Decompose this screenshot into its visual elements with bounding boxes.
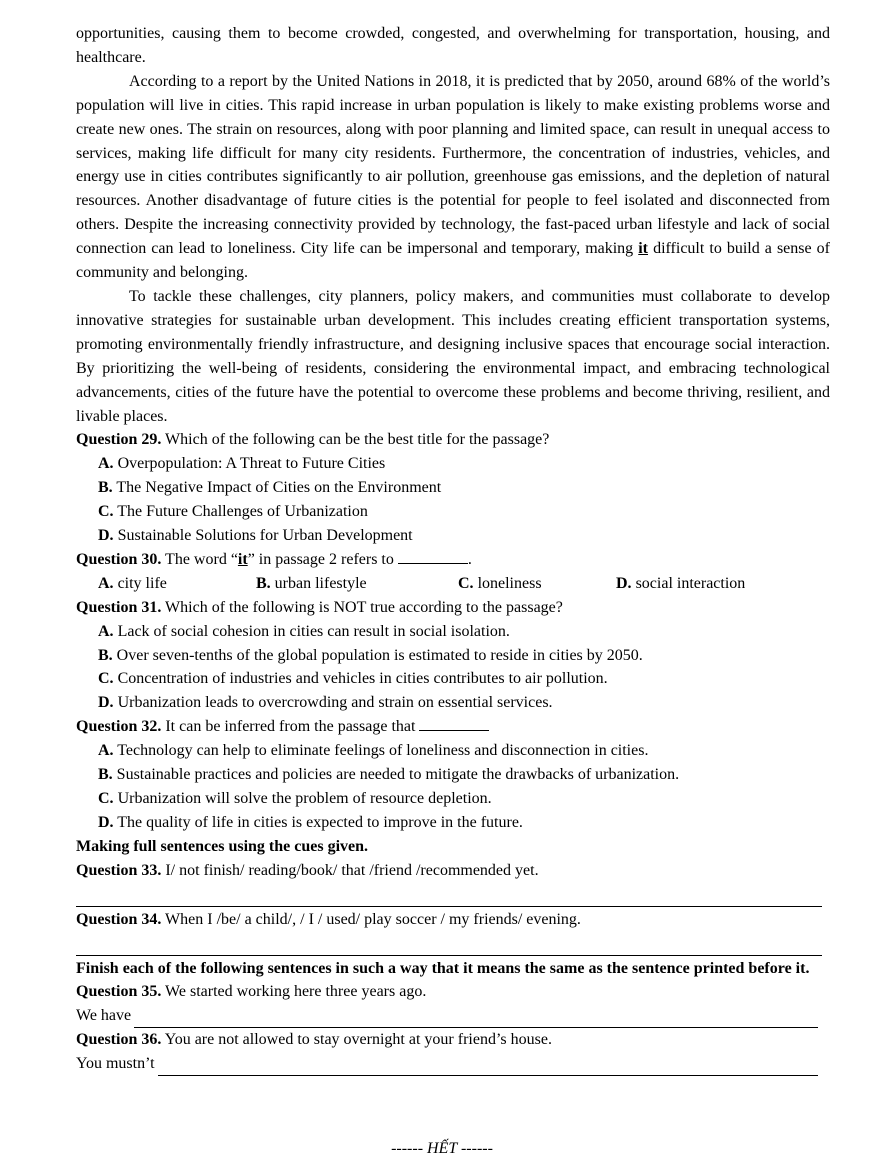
rewrite-row-36 <box>76 1052 830 1076</box>
section-heading-rewrite: Finish each of the following sentences in such a way that it means the same as the sentence printed before it. <box>76 959 810 977</box>
section-heading-sentences: Making full sentences using the cues given. <box>76 837 369 855</box>
answer-line-35[interactable] <box>134 1011 818 1028</box>
passage-paragraph-continuation: opportunities, causing them to become crowded, congested, and overwhelming for transportation, housing, and healthcare. <box>76 25 830 66</box>
option-29-c[interactable] <box>98 500 830 524</box>
option-32-d[interactable] <box>98 811 830 835</box>
option-31-c[interactable] <box>98 667 830 691</box>
option-text: city life <box>113 574 167 592</box>
question-label: Question 33. <box>76 861 162 879</box>
question-label: Question 32. <box>76 718 162 736</box>
referent-word-it: it <box>638 240 649 258</box>
options-row-30 <box>98 572 830 596</box>
question-30 <box>76 548 830 572</box>
option-29-d[interactable] <box>98 524 830 548</box>
option-letter: B. <box>98 646 113 664</box>
question-label: Question 30. <box>76 550 162 568</box>
passage-paragraph-2 <box>76 70 830 285</box>
question-label: Question 31. <box>76 598 162 616</box>
passage-paragraph-3: To tackle these challenges, city planners, policy makers, and communities must collaborate to develop innovative strategies for sustainable urban development. This includes creating efficient transportation systems, promoting environmentally friendly infrastructure, and designing inclusive spaces that encourage social interaction. By prioritizing the well-being of residents, considering the environmental impact, and embracing technological advancements, cities of the future have the potential to overcome these problems and become thriving, resilient, and livable places. <box>76 287 830 425</box>
answer-blank <box>419 716 489 731</box>
option-30-b[interactable] <box>256 572 367 596</box>
option-29-a[interactable] <box>98 452 830 476</box>
option-text: The Negative Impact of Cities on the Environment <box>112 479 442 497</box>
passage-text: difficult to build a sense of community and belonging. <box>76 240 830 282</box>
option-32-c[interactable] <box>98 787 830 811</box>
content <box>76 22 830 1076</box>
option-29-b[interactable] <box>98 476 830 500</box>
question-32 <box>76 715 830 739</box>
question-35 <box>76 980 830 1004</box>
option-text: The Future Challenges of Urbanization <box>113 503 368 521</box>
option-text: Concentration of industries and vehicles in cities contributes to air pollution. <box>113 670 608 688</box>
option-31-b[interactable] <box>98 644 830 668</box>
option-text: Urbanization leads to overcrowding and strain on essential services. <box>113 694 553 712</box>
option-text: The quality of life in cities is expected to improve in the future. <box>113 813 523 831</box>
question-29 <box>76 428 830 452</box>
option-letter: D. <box>98 813 114 831</box>
option-letter: C. <box>98 789 114 807</box>
option-letter: A. <box>98 574 114 592</box>
rewrite-prompt: We have <box>76 1007 132 1025</box>
option-text: loneliness <box>473 574 542 592</box>
option-letter: A. <box>98 622 114 640</box>
option-32-a[interactable] <box>98 739 830 763</box>
question-text: It can be inferred from the passage that <box>161 718 420 736</box>
question-end: . <box>467 550 472 568</box>
option-letter: D. <box>616 574 632 592</box>
question-text: Which of the following is NOT true according to the passage? <box>161 598 563 616</box>
option-letter: A. <box>98 742 114 760</box>
option-letter: C. <box>458 574 474 592</box>
question-text: ” in passage 2 refers to <box>247 550 398 568</box>
option-text: Overpopulation: A Threat to Future Cities <box>113 455 386 473</box>
question-36 <box>76 1028 830 1052</box>
rewrite-prompt: You mustn’t <box>76 1055 155 1073</box>
question-label: Question 35. <box>76 983 162 1001</box>
option-letter: A. <box>98 455 114 473</box>
option-text: Lack of social cohesion in cities can result in social isolation. <box>113 622 510 640</box>
answer-line-36[interactable] <box>158 1059 818 1076</box>
option-letter: B. <box>98 479 113 497</box>
question-text: We started working here three years ago. <box>161 983 427 1001</box>
question-label: Question 36. <box>76 1031 162 1049</box>
option-letter: B. <box>98 766 113 784</box>
question-31 <box>76 596 830 620</box>
answer-line-33[interactable] <box>76 883 822 907</box>
option-32-b[interactable] <box>98 763 830 787</box>
question-word: it <box>237 550 248 568</box>
question-label: Question 34. <box>76 910 162 928</box>
option-letter: B. <box>256 574 271 592</box>
answer-line-34[interactable] <box>76 932 822 956</box>
option-30-a[interactable] <box>98 572 167 596</box>
option-text: Over seven-tenths of the global population is estimated to reside in cities by 2050. <box>112 646 643 664</box>
option-31-d[interactable] <box>98 691 830 715</box>
option-30-c[interactable] <box>458 572 542 596</box>
option-text: Sustainable practices and policies are needed to mitigate the drawbacks of urbanization. <box>112 766 680 784</box>
question-text: When I /be/ a child/, / I / used/ play soccer / my friends/ evening. <box>161 910 581 928</box>
question-text: I/ not finish/ reading/book/ that /friend /recommended yet. <box>161 861 539 879</box>
question-text: Which of the following can be the best title for the passage? <box>161 431 550 449</box>
answer-blank <box>398 549 468 564</box>
option-31-a[interactable] <box>98 620 830 644</box>
question-label: Question 29. <box>76 431 162 449</box>
option-letter: C. <box>98 503 114 521</box>
option-letter: D. <box>98 694 114 712</box>
option-text: social interaction <box>631 574 746 592</box>
question-text: You are not allowed to stay overnight at your friend’s house. <box>161 1031 552 1049</box>
option-letter: D. <box>98 527 114 545</box>
option-text: Urbanization will solve the problem of resource depletion. <box>113 789 492 807</box>
option-30-d[interactable] <box>616 572 745 596</box>
rewrite-row-35 <box>76 1004 830 1028</box>
option-text: Technology can help to eliminate feelings of loneliness and disconnection in cities. <box>113 742 649 760</box>
end-mark: ------ HẾT ------ <box>391 1140 493 1157</box>
option-text: Sustainable Solutions for Urban Development <box>113 527 413 545</box>
question-text: The word “ <box>161 550 238 568</box>
option-text: urban lifestyle <box>270 574 367 592</box>
passage-text: According to a report by the United Nations in 2018, it is predicted that by 2050, around 68% of the world’s population will live in cities. This rapid increase in urban population is likely to make existing problems worse and create new ones. The strain on resources, along with poor planning and limited space, can result in unequal access to services, making life difficult for many city residents. Furthermore, the concentration of industries, vehicles, and energy use in cities contributes significantly to air pollution, greenhouse gas emissions, and the depletion of natural resources. Another disadvantage of future cities is the potential for people to feel isolated and disconnected from others. Despite the increasing connectivity provided by technology, the fast-paced urban lifestyle and lack of social connection can lead to loneliness. City life can be impersonal and temporary, making <box>76 72 830 258</box>
option-letter: C. <box>98 670 114 688</box>
question-34 <box>76 908 830 932</box>
question-33 <box>76 859 830 883</box>
